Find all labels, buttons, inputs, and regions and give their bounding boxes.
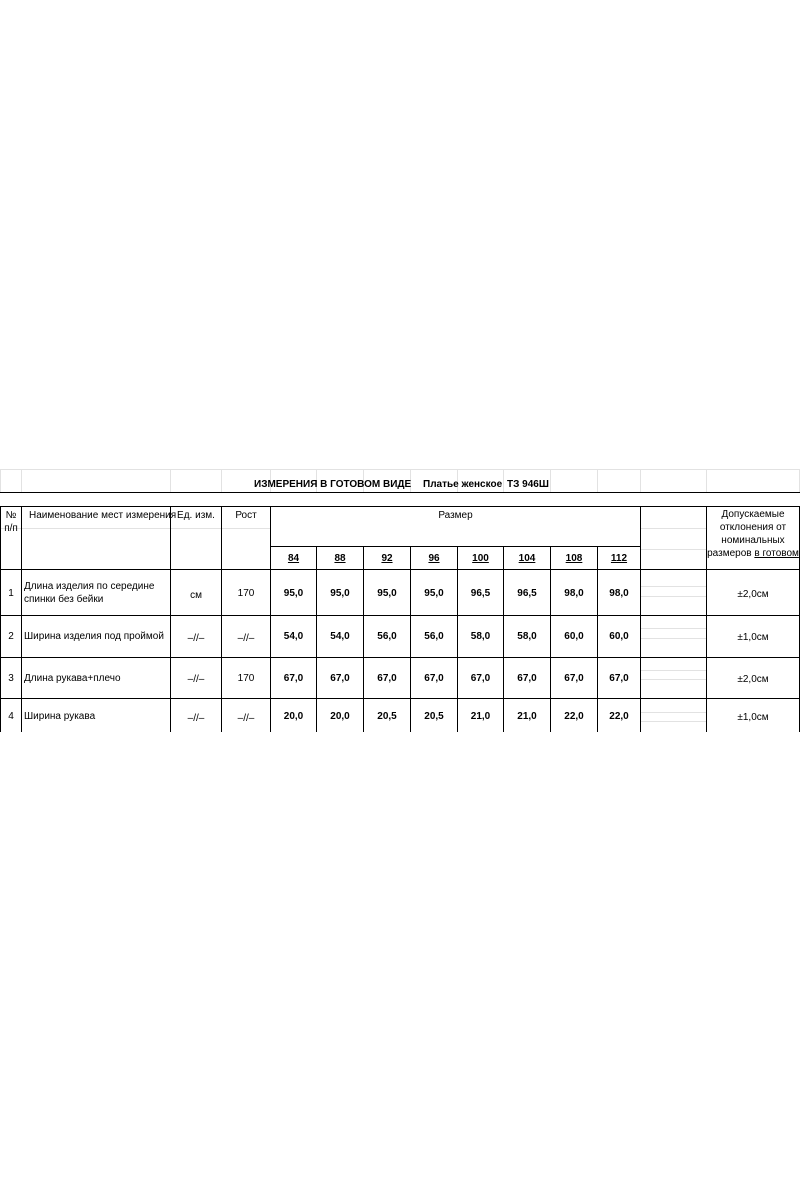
product-name: Платье женское (423, 479, 503, 490)
header-tolerance-line3: номинальных (721, 535, 785, 546)
row-height: –//– (237, 713, 255, 724)
row-value: 67,0 (609, 673, 629, 684)
header-tolerance-line4b: в готовом (754, 548, 799, 559)
row-value: 56,0 (424, 631, 444, 642)
row-height: 170 (237, 588, 255, 599)
size-84: 84 (287, 553, 300, 564)
size-104: 104 (518, 553, 536, 564)
row-value: 98,0 (564, 588, 584, 599)
row-value: 67,0 (517, 673, 537, 684)
header-name: Наименование мест измерения (29, 510, 177, 521)
row-name (24, 580, 154, 606)
row-value: 98,0 (609, 588, 629, 599)
measurement-sheet (0, 468, 800, 732)
row-value: 67,0 (470, 673, 491, 684)
row-unit: –//– (187, 674, 205, 685)
size-92: 92 (381, 553, 393, 564)
row-tolerance: ±2,0см (737, 674, 769, 685)
row-name: Длина рукава+плечо (24, 673, 121, 684)
row-value: 20,0 (330, 711, 350, 722)
row-value: 20,0 (283, 711, 304, 722)
row-number: 3 (8, 673, 14, 684)
row-number: 1 (8, 588, 14, 599)
row-value: 22,0 (564, 711, 584, 722)
row-height: 170 (237, 673, 255, 684)
size-108: 108 (565, 553, 583, 564)
row-value: 96,5 (470, 588, 491, 599)
size-112: 112 (610, 553, 628, 564)
row-value: 60,0 (564, 631, 584, 642)
row-value: 22,0 (609, 711, 629, 722)
row-unit: –//– (187, 633, 205, 644)
size-88: 88 (334, 553, 346, 564)
row-value: 21,0 (517, 711, 537, 722)
header-height: Рост (235, 510, 257, 521)
row-value: 20,5 (377, 711, 397, 722)
size-100: 100 (472, 553, 489, 564)
row-number: 2 (8, 631, 14, 642)
row-value: 67,0 (330, 673, 350, 684)
header-number (1, 509, 21, 535)
row-value: 58,0 (517, 631, 537, 642)
size-96: 96 (428, 553, 440, 564)
header-tolerance-line4a: размеров (707, 548, 755, 559)
row-value: 96,5 (517, 588, 537, 599)
row-value: 54,0 (283, 631, 304, 642)
header-unit: Ед. изм. (177, 510, 215, 521)
row-value: 20,5 (424, 711, 444, 722)
header-size: Размер (438, 510, 473, 521)
header-number-line1: № (5, 510, 17, 521)
row-tolerance: ±1,0см (737, 632, 769, 643)
row-value: 56,0 (377, 631, 397, 642)
row-name-line1: Длина изделия по середине (24, 581, 155, 592)
document-title: ИЗМЕРЕНИЯ В ГОТОВОМ ВИДЕ (254, 479, 412, 490)
model-code: ТЗ 946Ш (507, 479, 549, 490)
row-unit: см (190, 590, 202, 601)
row-value: 60,0 (609, 631, 629, 642)
row-value: 67,0 (564, 673, 584, 684)
row-value: 95,0 (283, 588, 304, 599)
row-unit: –//– (187, 713, 205, 724)
row-value: 67,0 (377, 673, 397, 684)
row-value: 95,0 (330, 588, 350, 599)
row-name: Ширина рукава (24, 711, 96, 722)
row-height: –//– (237, 633, 255, 644)
header-tolerance-line1: Допускаемые (721, 509, 785, 520)
header-tolerance-line2: отклонения от (719, 522, 787, 533)
row-value: 67,0 (424, 673, 444, 684)
row-number: 4 (8, 711, 14, 722)
row-tolerance: ±2,0см (737, 589, 769, 600)
row-tolerance: ±1,0см (737, 712, 769, 723)
row-value: 58,0 (470, 631, 491, 642)
row-name-line2: спинки без бейки (24, 594, 104, 605)
header-tolerance-line4 (707, 547, 799, 560)
row-value: 54,0 (330, 631, 350, 642)
row-name: Ширина изделия под проймой (24, 631, 164, 642)
row-value: 21,0 (470, 711, 491, 722)
header-tolerance (707, 508, 799, 560)
row-value: 67,0 (283, 673, 304, 684)
row-value: 95,0 (424, 588, 444, 599)
row-value: 95,0 (377, 588, 397, 599)
header-number-line2: п/п (4, 523, 18, 534)
